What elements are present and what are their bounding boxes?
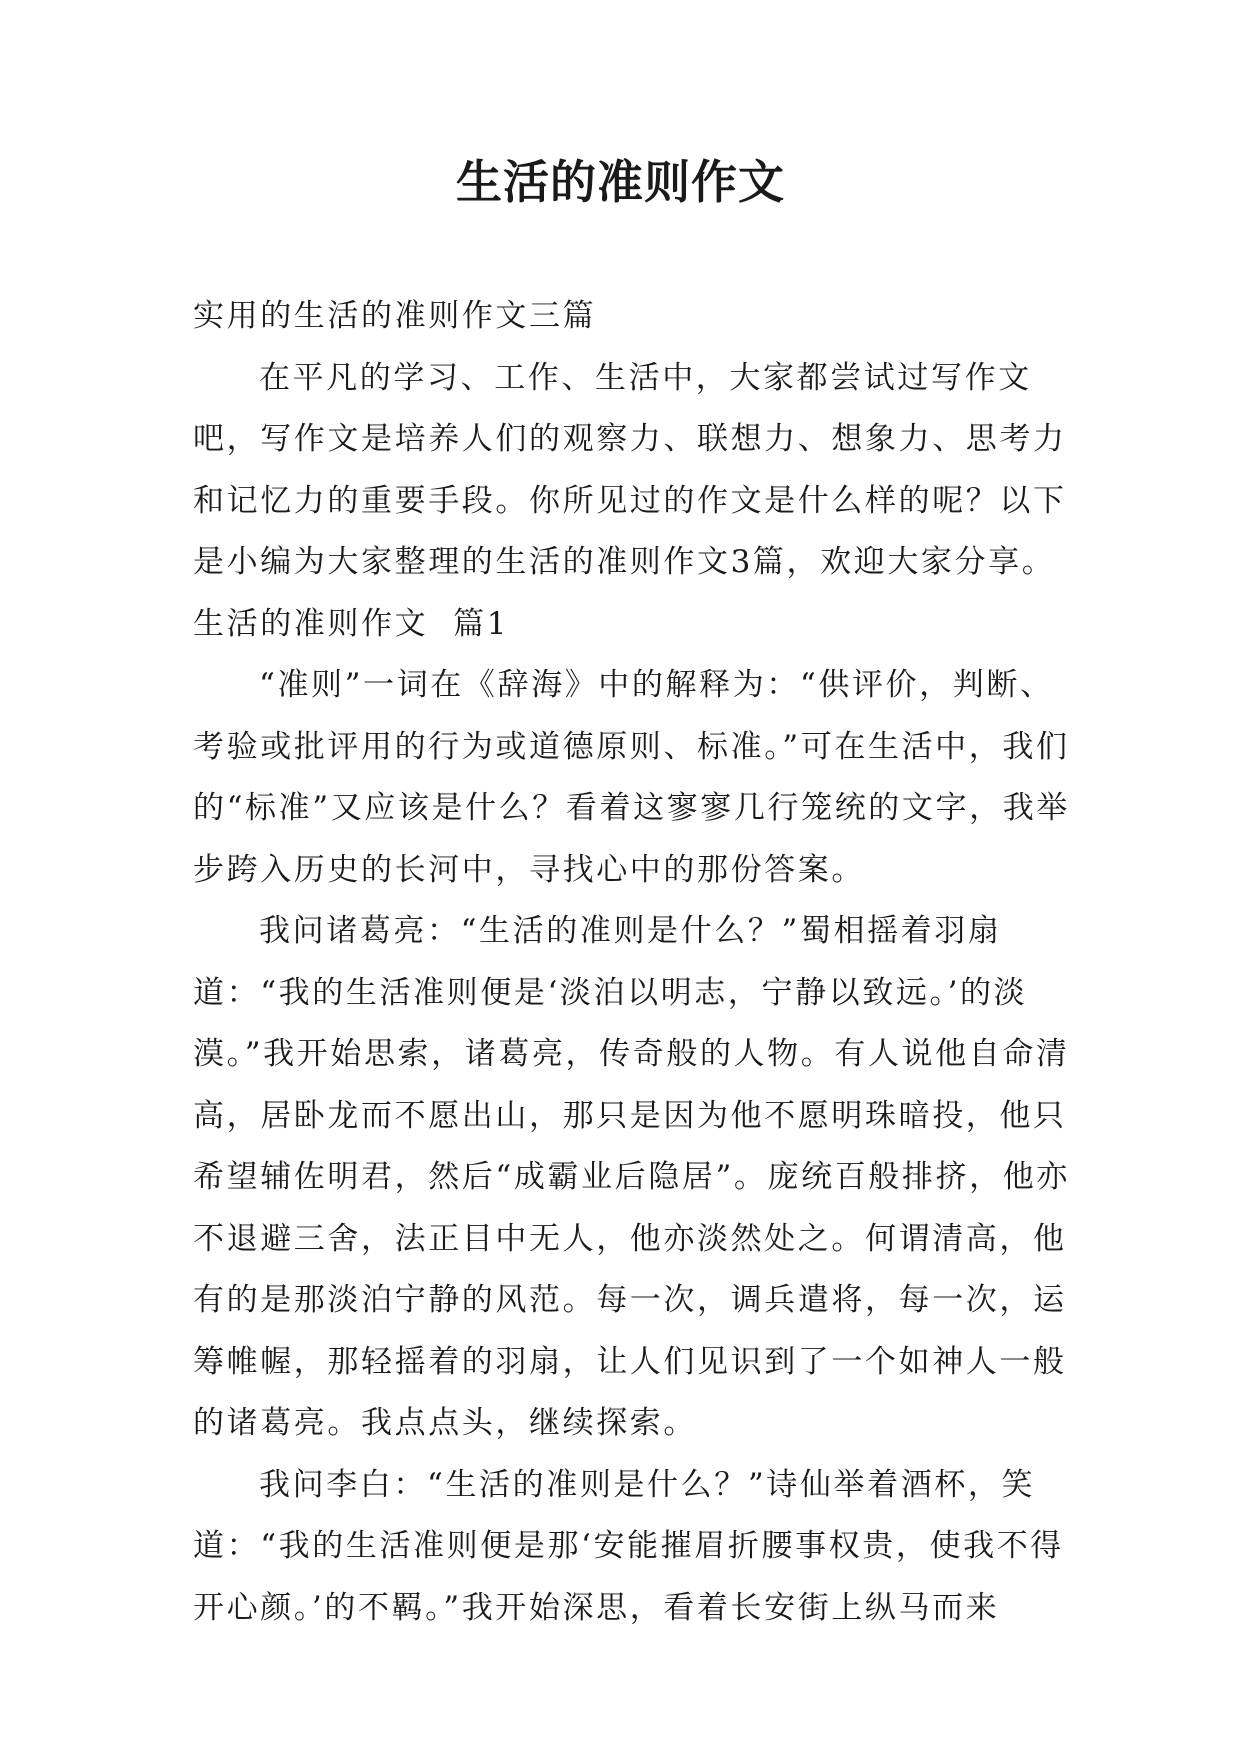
document-subtitle: 实用的生活的准则作文三篇 bbox=[193, 298, 597, 334]
body-paragraph-2: 我问诸葛亮：“生活的准则是什么？”蜀相摇着羽扇道：“我的生活准则便是‘淡泊以明志，宁静以致远。’的淡漠。”我开始思索，诸葛亮，传奇般的人物。有人说他自命清高，居卧龙而不愿出山，那只是因为他不愿明珠暗投，他只希望辅佐明君，然后“成霸业后隐居”。庞统百般排挤，他亦不退避三舍，法正目中无人，他亦淡然处之。何谓清高，他有的是那淡泊宁静的风范。每一次，调兵遣将，每一次，运筹帷幄，那轻摇着的羽扇，让人们见识到了一个如神人一般的诸葛亮。我点点头，继续探索。 bbox=[193, 913, 1070, 1441]
intro-paragraph: 在平凡的学习、工作、生活中，大家都尝试过写作文吧，写作文是培养人们的观察力、联想力、想象力、思考力和记忆力的重要手段。你所见过的作文是什么样的呢？以下是小编为大家整理的生活的准则作文3篇，欢迎大家分享。 bbox=[193, 359, 1067, 580]
section-heading: 生活的准则作文 篇1 bbox=[193, 605, 510, 642]
document-title: 生活的准则作文 bbox=[456, 155, 785, 209]
body-paragraph-1: “准则”一词在《辞海》中的解释为：“供评价，判断、考验或批评用的行为或道德原则、标准。”可在生活中，我们的“标准”又应该是什么？看着这寥寥几行笼统的文字，我举步跨入历史的长河中，寻找心中的那份答案。 bbox=[193, 667, 1070, 888]
body-paragraph-3: 我问李白：“生活的准则是什么？”诗仙举着酒杯，笑道：“我的生活准则便是那‘安能摧眉折腰事权贵，使我不得开心颜。’的不羁。”我开始深思，看着长安街上纵马而来 bbox=[193, 1466, 1064, 1626]
document-body bbox=[193, 286, 1073, 1639]
